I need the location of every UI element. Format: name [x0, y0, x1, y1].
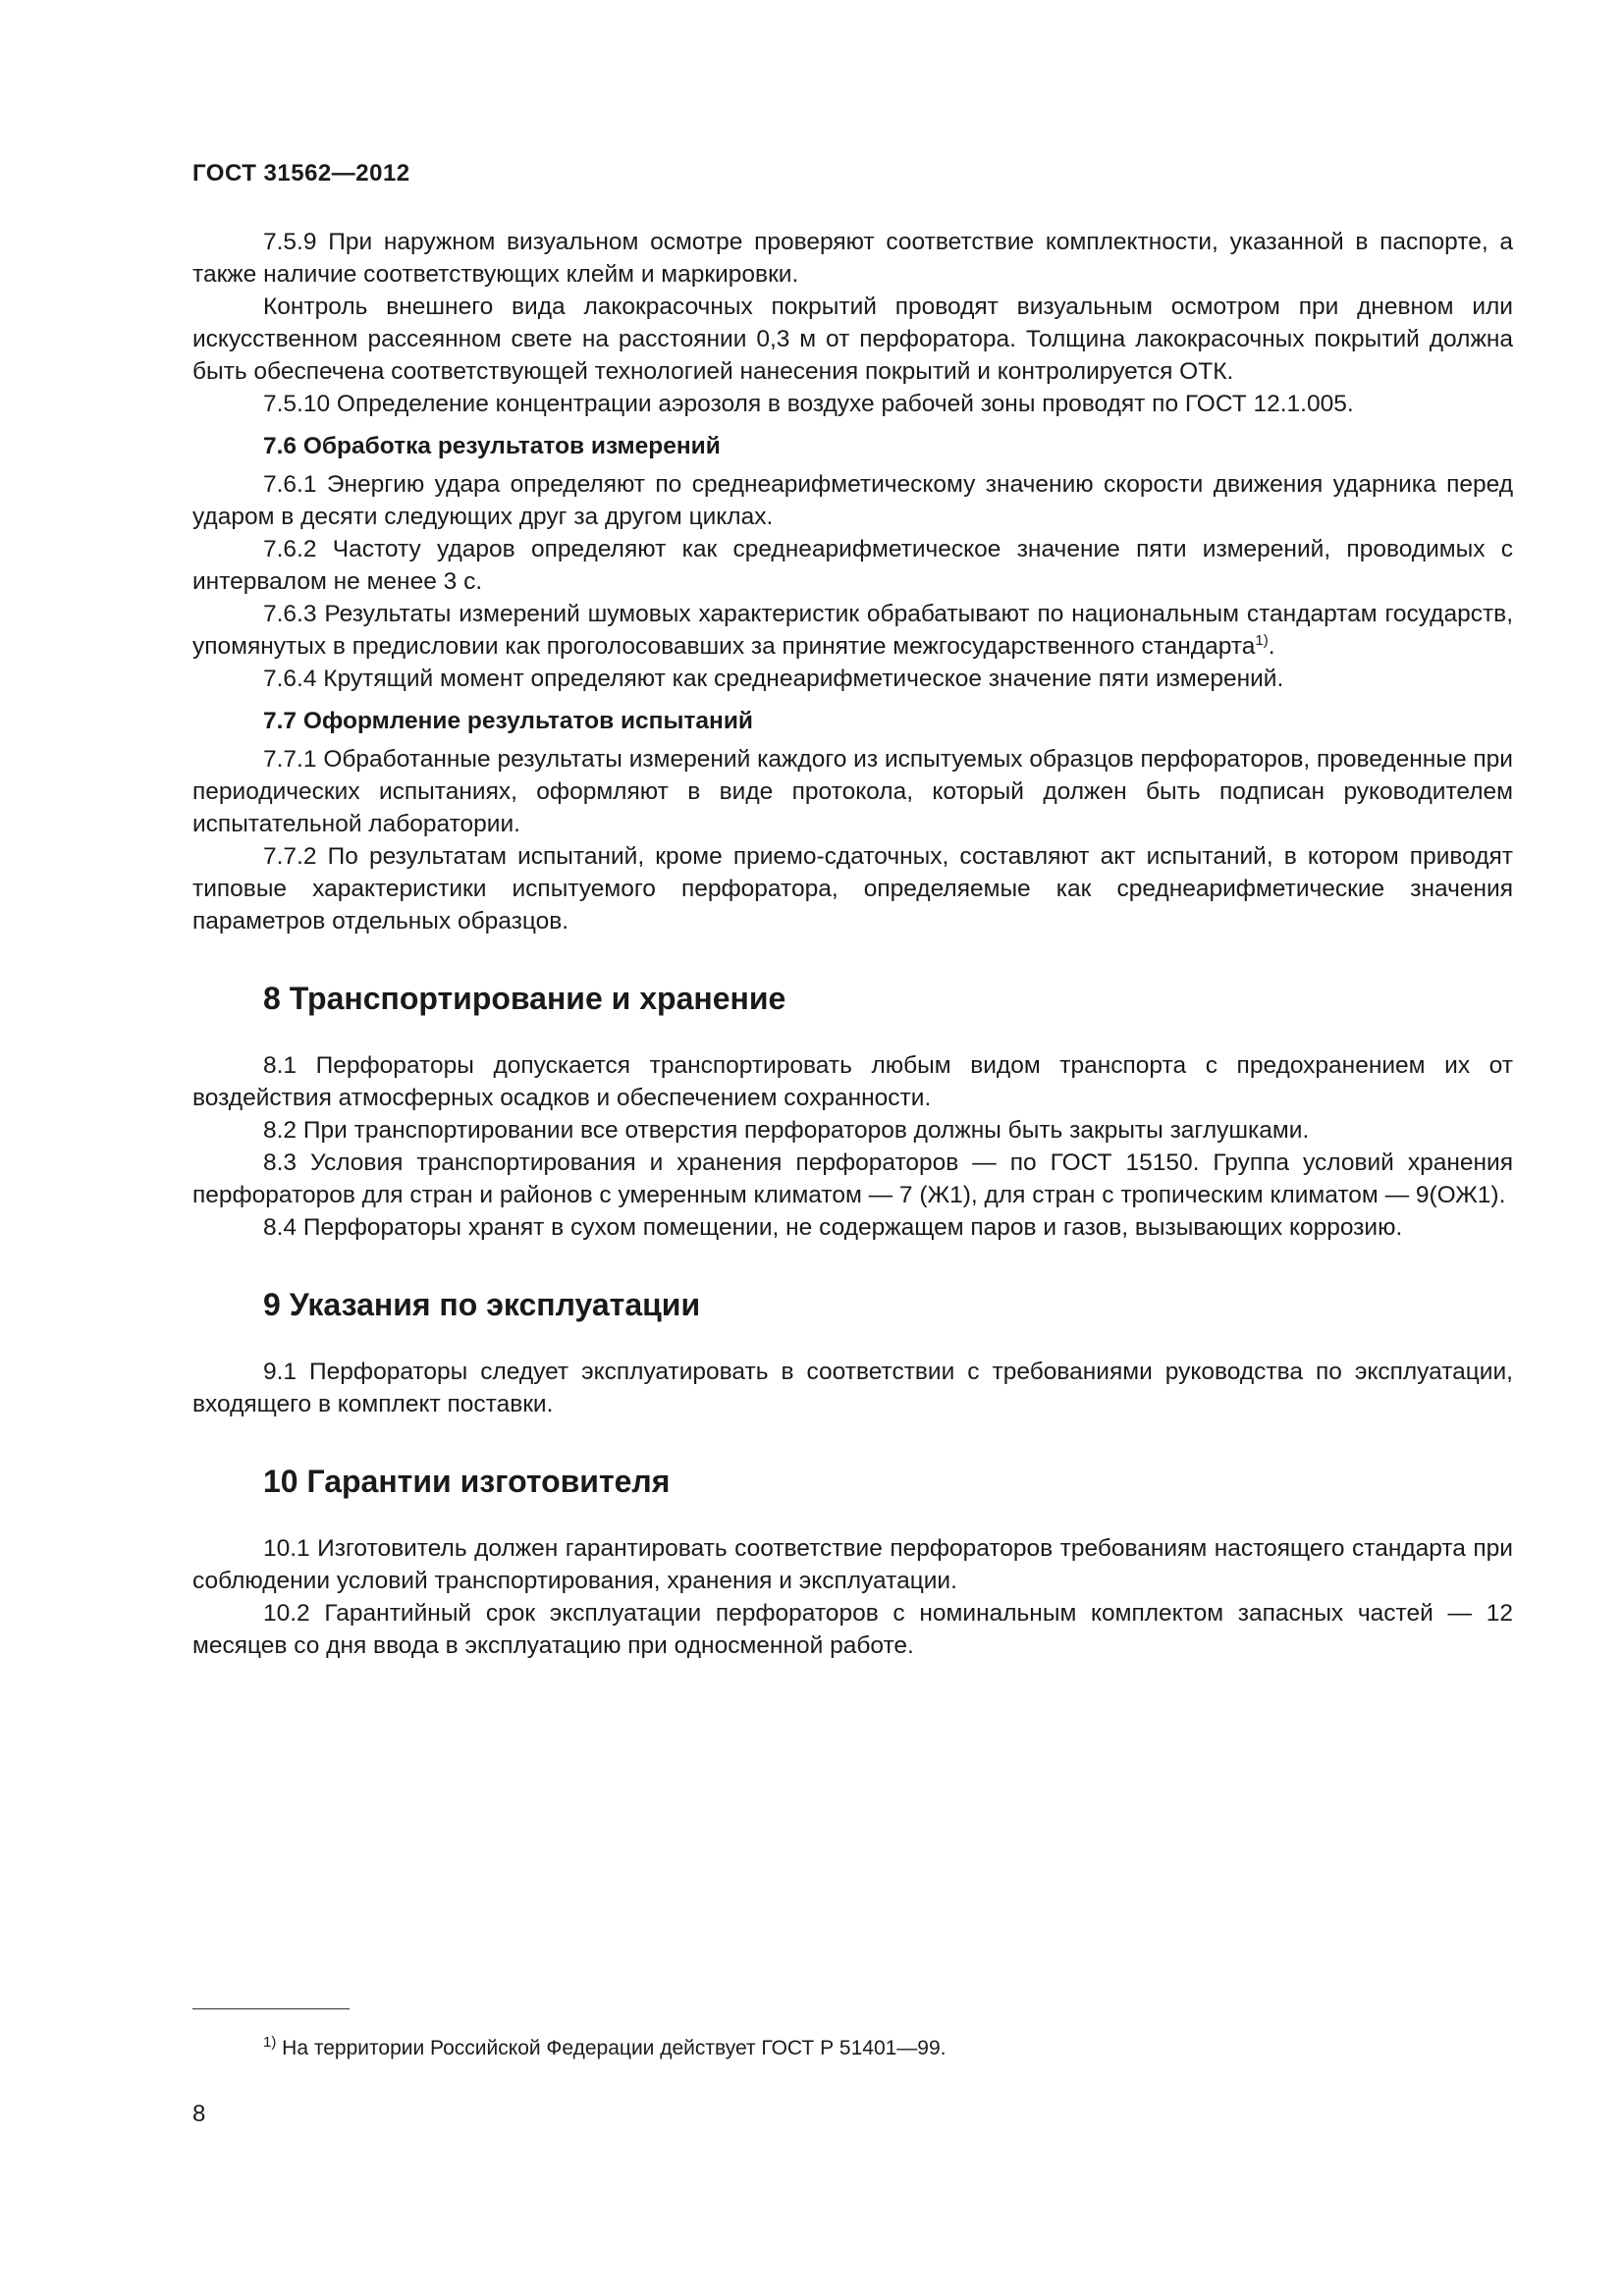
footnote-divider: [192, 2008, 350, 2009]
paragraph-8-3: 8.3 Условия транспортирования и хранения перфораторов — по ГОСТ 15150. Группа условий хранения перфораторов для стран и районов с умеренным климатом — 7 (Ж1), для стран с тропическим климатом — 9(ОЖ1).: [192, 1149, 1513, 1208]
paragraph-8-1: 8.1 Перфораторы допускается транспортировать любым видом транспорта с предохранением их от воздействия атмосферных осадков и обеспечением сохранности.: [192, 1052, 1513, 1111]
paragraph-10-2: 10.2 Гарантийный срок эксплуатации перфораторов с номинальным комплектом запасных частей — 12 месяцев со дня ввода в эксплуатацию при односменной работе.: [192, 1600, 1513, 1659]
paragraph-7-5-9: 7.5.9 При наружном визуальном осмотре проверяют соответствие комплектности, указанной в паспорте, а также наличие соответствующих клейм и маркировки.: [192, 229, 1513, 288]
paragraph-7-7-1: 7.7.1 Обработанные результаты измерений каждого из испытуемых образцов перфораторов, проведенные при периодических испытаниях, оформляют в виде протокола, который должен быть подписан руководителем испытательной лаборатории.: [192, 746, 1513, 837]
paragraph-7-6-3-end: .: [1268, 633, 1275, 660]
paragraph-10-1: 10.1 Изготовитель должен гарантировать соответствие перфораторов требованиям настоящего стандарта при соблюдении условий транспортирования, хранения и эксплуатации.: [192, 1535, 1513, 1594]
paragraph-7-6-3-text: 7.6.3 Результаты измерений шумовых характеристик обрабатывают по национальным стандартам государств, упомянутых в предисловии как проголосовавших за принятие межгосударственного стандарта: [192, 601, 1513, 660]
page-number: 8: [192, 2101, 206, 2127]
subsection-heading-7-7: 7.7 Оформление результатов испытаний: [263, 708, 753, 734]
footnote: [263, 2034, 947, 2060]
paragraph-9-1: 9.1 Перфораторы следует эксплуатировать в соответствии с требованиями руководства по эксплуатации, входящего в комплект поставки.: [192, 1359, 1513, 1417]
document-body: [192, 226, 1513, 1662]
footnote-ref: 1): [1255, 631, 1269, 649]
document-header: ГОСТ 31562—2012: [192, 160, 410, 187]
paragraph-7-5-10: 7.5.10 Определение концентрации аэрозоля в воздухе рабочей зоны проводят по ГОСТ 12.1.005.: [263, 391, 1354, 417]
section-heading-9: 9 Указания по эксплуатации: [263, 1287, 701, 1322]
paragraph-7-7-2: 7.7.2 По результатам испытаний, кроме приемо-сдаточных, составляют акт испытаний, в котором приводят типовые характеристики испытуемого перфоратора, определяемые как среднеарифметические значения параметров отдельных образцов.: [192, 843, 1513, 934]
footnote-text: На территории Российской Федерации действует ГОСТ Р 51401—99.: [276, 2037, 947, 2059]
paragraph-7-6-2: 7.6.2 Частоту ударов определяют как среднеарифметическое значение пяти измерений, проводимых с интервалом не менее 3 с.: [192, 536, 1513, 595]
footnote-mark: 1): [263, 2034, 277, 2051]
paragraph-8-4: 8.4 Перфораторы хранят в сухом помещении, не содержащем паров и газов, вызывающих коррозию.: [263, 1214, 1403, 1241]
paragraph-7-6-4: 7.6.4 Крутящий момент определяют как среднеарифметическое значение пяти измерений.: [263, 666, 1284, 692]
paragraph-8-2: 8.2 При транспортировании все отверстия перфораторов должны быть закрыты заглушками.: [263, 1117, 1310, 1144]
subsection-heading-7-6: 7.6 Обработка результатов измерений: [263, 433, 721, 459]
paragraph-7-6-3: [192, 598, 1513, 663]
section-heading-8: 8 Транспортирование и хранение: [263, 981, 786, 1016]
paragraph-7-6-1: 7.6.1 Энергию удара определяют по среднеарифметическому значению скорости движения ударника перед ударом в десяти следующих друг за другом циклах.: [192, 471, 1513, 530]
paragraph-7-5-9-cont: Контроль внешнего вида лакокрасочных покрытий проводят визуальным осмотром при дневном или искусственном рассеянном свете на расстоянии 0,3 м от перфоратора. Толщина лакокрасочных покрытий должна быть обеспечена соответствующей технологией нанесения покрытий и контролируется ОТК.: [192, 294, 1513, 385]
section-heading-10: 10 Гарантии изготовителя: [263, 1464, 671, 1499]
